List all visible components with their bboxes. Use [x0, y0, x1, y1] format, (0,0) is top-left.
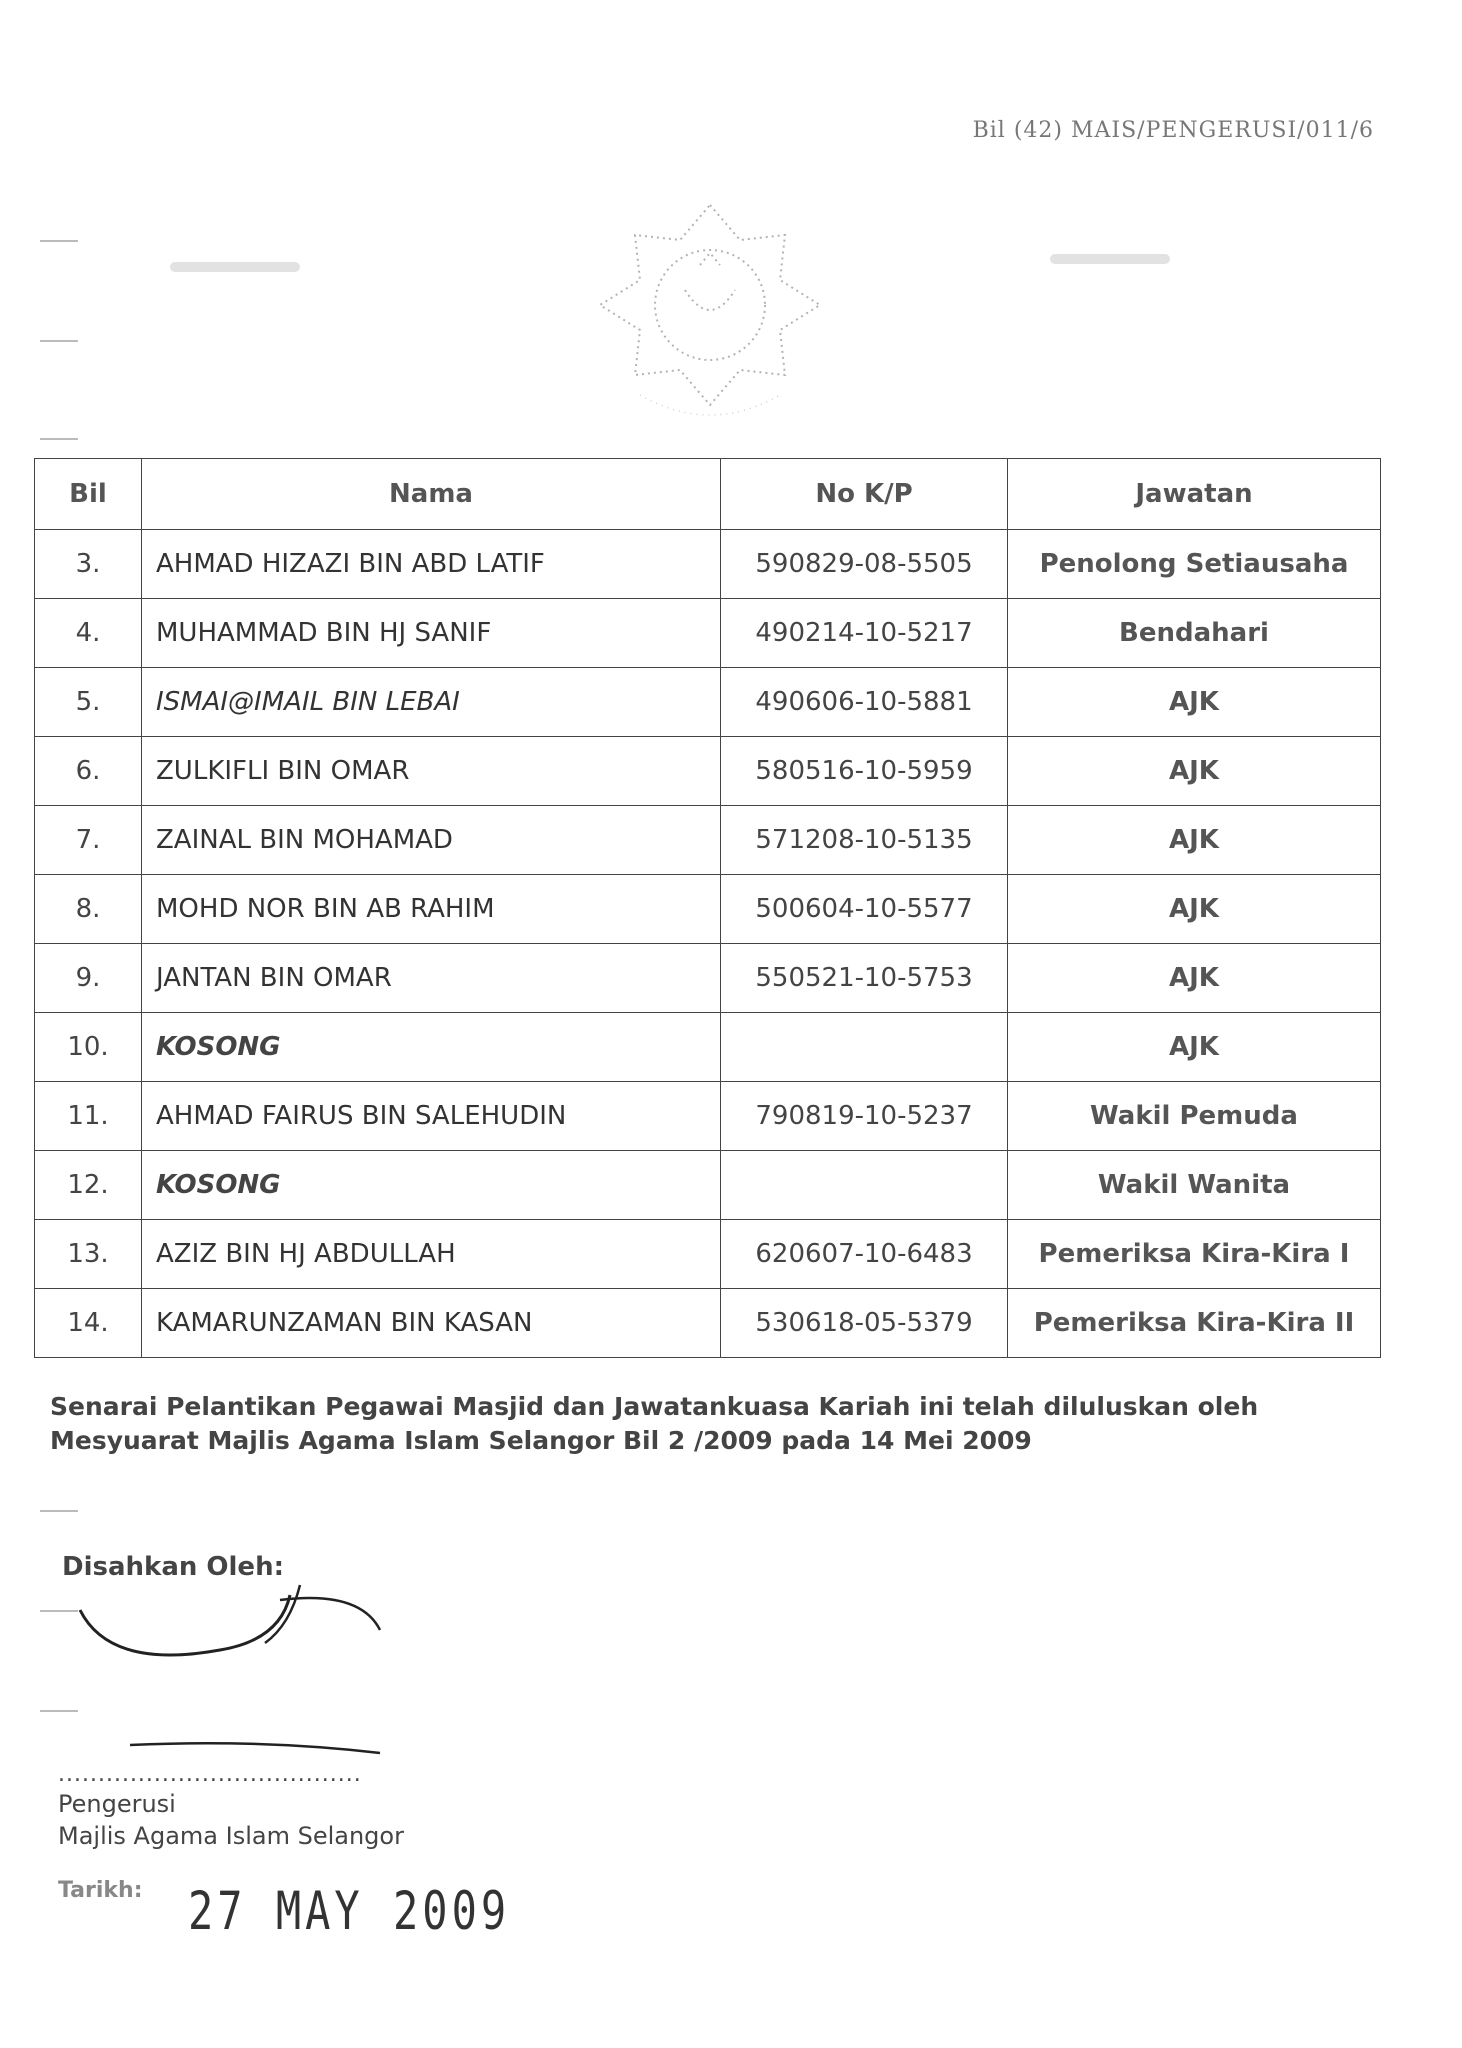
- cell-nama: KOSONG: [142, 1013, 721, 1082]
- cell-bil: 9.: [35, 944, 142, 1013]
- cell-no-kp: 490214-10-5217: [721, 599, 1008, 668]
- cell-bil: 6.: [35, 737, 142, 806]
- cell-nama: AHMAD HIZAZI BIN ABD LATIF: [142, 530, 721, 599]
- cell-nama: KAMARUNZAMAN BIN KASAN: [142, 1289, 721, 1358]
- cell-no-kp: 550521-10-5753: [721, 944, 1008, 1013]
- reference-number: Bil (42) MAIS/PENGERUSI/011/6: [972, 118, 1374, 143]
- cell-nama: MOHD NOR BIN AB RAHIM: [142, 875, 721, 944]
- cell-bil: 8.: [35, 875, 142, 944]
- table-row: [35, 944, 1381, 1013]
- table-row: [35, 599, 1381, 668]
- cell-jawatan: AJK: [1008, 737, 1381, 806]
- cell-jawatan: Wakil Wanita: [1008, 1151, 1381, 1220]
- approval-note-line2: Mesyuarat Majlis Agama Islam Selangor Bil 2 /2009 pada 14 Mei 2009: [50, 1426, 1032, 1455]
- cell-nama: MUHAMMAD BIN HJ SANIF: [142, 599, 721, 668]
- table-body: [35, 530, 1381, 1358]
- cell-no-kp: 620607-10-6483: [721, 1220, 1008, 1289]
- cell-bil: 13.: [35, 1220, 142, 1289]
- cell-jawatan: AJK: [1008, 875, 1381, 944]
- cell-nama: KOSONG: [142, 1151, 721, 1220]
- cell-no-kp: 571208-10-5135: [721, 806, 1008, 875]
- cell-no-kp: 490606-10-5881: [721, 668, 1008, 737]
- signatory-title: Pengerusi: [58, 1790, 176, 1818]
- redacted-header-left: [170, 262, 300, 272]
- date-stamp: 27 MAY 2009: [188, 1880, 511, 1942]
- cell-bil: 5.: [35, 668, 142, 737]
- margin-mark: [40, 240, 78, 242]
- cell-nama: AZIZ BIN HJ ABDULLAH: [142, 1220, 721, 1289]
- header-nama: Nama: [142, 459, 721, 530]
- cell-jawatan: Wakil Pemuda: [1008, 1082, 1381, 1151]
- cell-bil: 14.: [35, 1289, 142, 1358]
- approval-note: [50, 1390, 1380, 1458]
- cell-no-kp: 530618-05-5379: [721, 1289, 1008, 1358]
- approved-by-label: Disahkan Oleh:: [62, 1552, 284, 1582]
- signature-line: ......................................: [58, 1762, 362, 1787]
- header-bil: Bil: [35, 459, 142, 530]
- header-jawatan: Jawatan: [1008, 459, 1381, 530]
- table-row: [35, 737, 1381, 806]
- cell-nama: ISMAI@IMAIL BIN LEBAI: [142, 668, 721, 737]
- cell-jawatan: Pemeriksa Kira-Kira I: [1008, 1220, 1381, 1289]
- table-row: [35, 530, 1381, 599]
- cell-no-kp: 500604-10-5577: [721, 875, 1008, 944]
- table-row: [35, 668, 1381, 737]
- cell-no-kp: 580516-10-5959: [721, 737, 1008, 806]
- cell-no-kp: [721, 1013, 1008, 1082]
- margin-mark: [40, 438, 78, 440]
- cell-jawatan: Pemeriksa Kira-Kira II: [1008, 1289, 1381, 1358]
- margin-mark: [40, 1510, 78, 1512]
- cell-nama: ZAINAL BIN MOHAMAD: [142, 806, 721, 875]
- cell-bil: 10.: [35, 1013, 142, 1082]
- table-row: [35, 806, 1381, 875]
- officer-list-table: [34, 458, 1381, 1358]
- redacted-header-right: [1050, 254, 1170, 264]
- cell-no-kp: [721, 1151, 1008, 1220]
- cell-nama: AHMAD FAIRUS BIN SALEHUDIN: [142, 1082, 721, 1151]
- cell-nama: JANTAN BIN OMAR: [142, 944, 721, 1013]
- handwritten-signature: [70, 1580, 410, 1780]
- cell-jawatan: AJK: [1008, 806, 1381, 875]
- table-row: [35, 1289, 1381, 1358]
- header-no-kp: No K/P: [721, 459, 1008, 530]
- cell-jawatan: AJK: [1008, 668, 1381, 737]
- cell-no-kp: 790819-10-5237: [721, 1082, 1008, 1151]
- cell-bil: 4.: [35, 599, 142, 668]
- approval-note-line1: Senarai Pelantikan Pegawai Masjid dan Jawatankuasa Kariah ini telah diluluskan oleh: [50, 1392, 1259, 1421]
- cell-bil: 12.: [35, 1151, 142, 1220]
- signatory-organisation: Majlis Agama Islam Selangor: [58, 1822, 404, 1850]
- cell-no-kp: 590829-08-5505: [721, 530, 1008, 599]
- cell-nama: ZULKIFLI BIN OMAR: [142, 737, 721, 806]
- table-row: [35, 1220, 1381, 1289]
- cell-jawatan: AJK: [1008, 1013, 1381, 1082]
- cell-jawatan: Penolong Setiausaha: [1008, 530, 1381, 599]
- margin-mark: [40, 340, 78, 342]
- cell-jawatan: Bendahari: [1008, 599, 1381, 668]
- cell-bil: 7.: [35, 806, 142, 875]
- cell-jawatan: AJK: [1008, 944, 1381, 1013]
- table-row: [35, 1013, 1381, 1082]
- cell-bil: 3.: [35, 530, 142, 599]
- table-row: [35, 875, 1381, 944]
- table-row: [35, 1151, 1381, 1220]
- table-header-row: [35, 459, 1381, 530]
- table-row: [35, 1082, 1381, 1151]
- date-label: Tarikh:: [58, 1878, 143, 1903]
- faint-crest-emblem: [590, 195, 830, 435]
- cell-bil: 11.: [35, 1082, 142, 1151]
